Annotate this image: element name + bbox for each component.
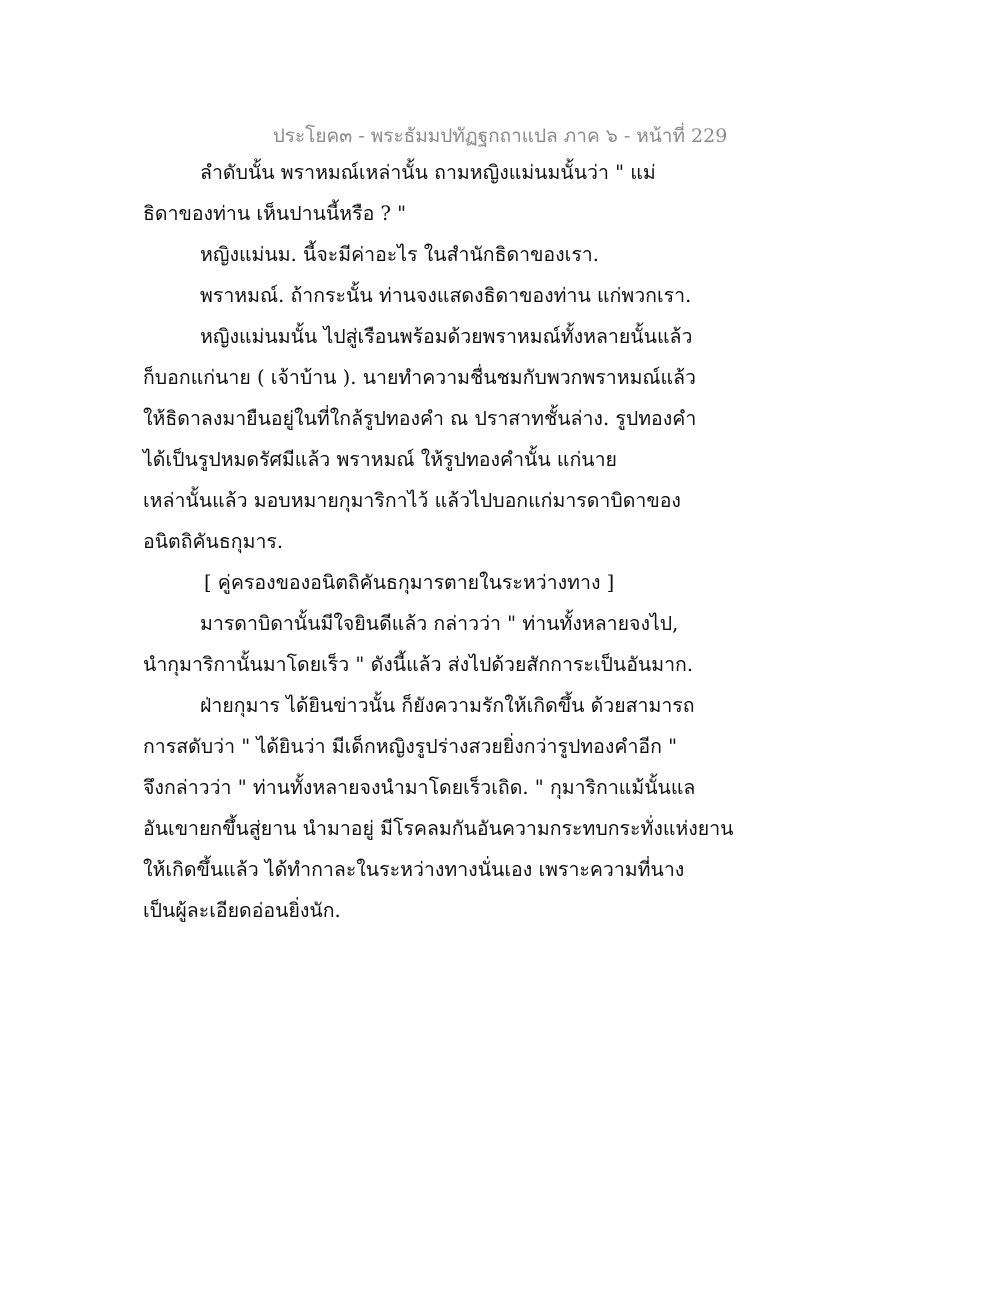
text-line: ก็บอกแก่นาย ( เจ้าบ้าน ). นายทำความชื่นชมกับพวกพราหมณ์แล้ว bbox=[143, 366, 696, 389]
text-line: ธิดาของท่าน เห็นปานนี้หรือ ? " bbox=[143, 202, 407, 225]
text-line: เหล่านั้นแล้ว มอบหมายกุมาริกาไว้ แล้วไปบอกแก่มารดาบิดาของ bbox=[143, 489, 681, 512]
section-heading: [ คู่ครองของอนิตถิคันธกุมารตายในระหว่างทาง ] bbox=[204, 571, 615, 594]
text-line: ให้เกิดขึ้นแล้ว ได้ทำกาละในระหว่างทางนั่นเอง เพราะความที่นาง bbox=[143, 858, 685, 881]
text-line: เป็นผู้ละเอียดอ่อนยิ่งนัก. bbox=[143, 899, 341, 922]
text-line: จึงกล่าวว่า " ท่านทั้งหลายจงนำมาโดยเร็วเถิด. " กุมาริกาแม้นั้นแล bbox=[143, 776, 696, 799]
text-line: อนิตถิคันธกุมาร. bbox=[143, 530, 284, 553]
text-line: ให้ธิดาลงมายืนอยู่ในที่ใกล้รูปทองคำ ณ ปราสาทชั้นล่าง. รูปทองคำ bbox=[143, 407, 697, 430]
text-line: พราหมณ์. ถ้ากระนั้น ท่านจงแสดงธิดาของท่าน แก่พวกเรา. bbox=[200, 284, 692, 307]
text-line: หญิงแม่นมนั้น ไปสู่เรือนพร้อมด้วยพราหมณ์ทั้งหลายนั้นแล้ว bbox=[200, 325, 693, 348]
text-line: อันเขายกขึ้นสู่ยาน นำมาอยู่ มีโรคลมกันอันความกระทบกระทั่งแห่งยาน bbox=[143, 817, 734, 840]
text-line: หญิงแม่นม. นี้จะมีค่าอะไร ในสำนักธิดาของเรา. bbox=[200, 243, 599, 266]
text-line: นำกุมาริกานั้นมาโดยเร็ว " ดังนี้แล้ว ส่งไปด้วยสักการะเป็นอันมาก. bbox=[143, 653, 694, 676]
text-line: การสดับว่า " ได้ยินว่า มีเด็กหญิงรูปร่างสวยยิ่งกว่ารูปทองคำอีก " bbox=[143, 735, 678, 758]
text-line: มารดาบิดานั้นมีใจยินดีแล้ว กล่าวว่า " ท่านทั้งหลายจงไป, bbox=[200, 612, 679, 635]
text-line: ได้เป็นรูปหมดรัศมีแล้ว พราหมณ์ ให้รูปทองคำนั้น แก่นาย bbox=[143, 448, 617, 471]
text-line: ฝ่ายกุมาร ได้ยินข่าวนั้น ก็ยังความรักให้เกิดขึ้น ด้วยสามารถ bbox=[200, 694, 695, 717]
running-header: ประโยค๓ - พระธัมมปทัฏฐกถาแปล ภาค ๖ - หน้าที่ 229 bbox=[272, 125, 728, 147]
text-line: ลำดับนั้น พราหมณ์เหล่านั้น ถามหญิงแม่นมนั้นว่า " แม่ bbox=[200, 161, 656, 184]
